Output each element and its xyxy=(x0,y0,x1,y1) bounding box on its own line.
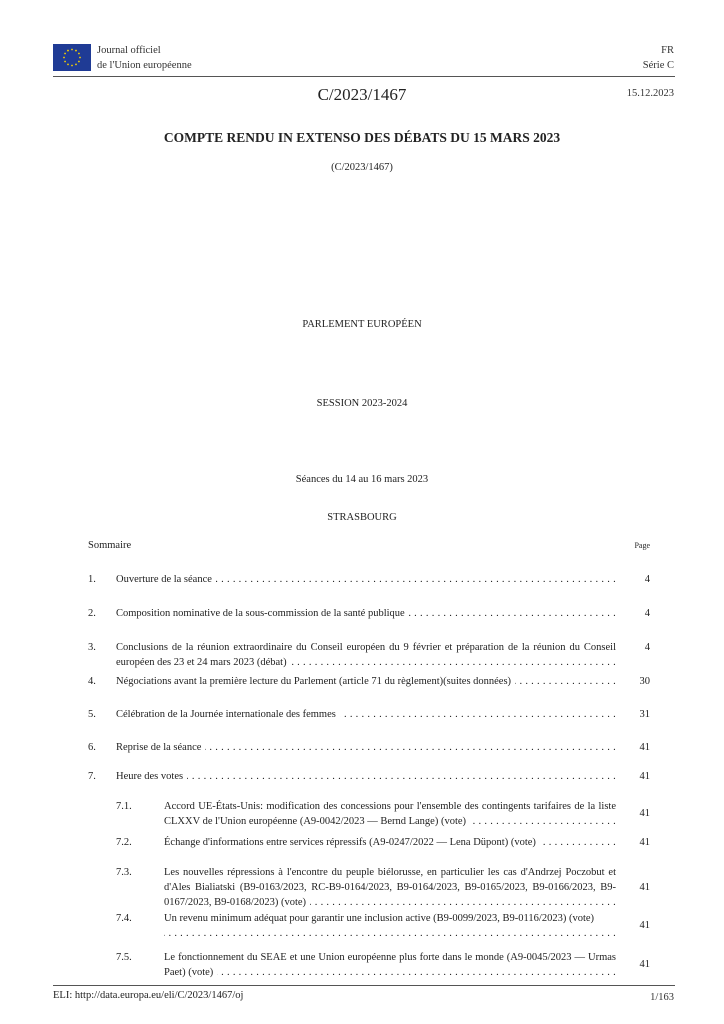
flag-star-icon xyxy=(64,61,66,63)
toc-entry-text: Échange d'informations entre services répressifs (A9-0247/2022 — Lena Düpont) (vote) xyxy=(164,837,540,848)
publication-date: 15.12.2023 xyxy=(626,88,674,99)
toc-entry-page: 41 xyxy=(639,742,650,753)
toc-entry-number: 2. xyxy=(88,608,96,619)
flag-star-icon xyxy=(75,50,77,52)
toc-heading: Sommaire xyxy=(88,540,132,551)
toc-entry-page: 4 xyxy=(644,574,650,585)
flag-star-icon xyxy=(63,57,65,59)
flag-star-icon xyxy=(75,64,77,66)
toc-entry-page: 30 xyxy=(639,676,650,687)
toc-entry-text: Accord UE-États-Unis: modification des concessions pour l'ensemble des contingents tarifaires de la liste CLXXV de l'Union européenne (A9-0042/2023 — Bernd Lange) (vote) xyxy=(164,801,616,827)
journal-name xyxy=(97,43,192,73)
toc-entry-number: 6. xyxy=(88,742,96,753)
place: STRASBOURG xyxy=(327,512,397,523)
toc-entry-text: Heure des votes xyxy=(116,771,187,782)
toc-entry-page: 41 xyxy=(639,959,650,970)
toc-entry-title[interactable] xyxy=(116,572,616,587)
page-column-heading: Page xyxy=(634,541,650,550)
eu-flag-logo xyxy=(53,44,91,71)
series: Série C xyxy=(642,60,674,71)
toc-entry-number: 5. xyxy=(88,709,96,720)
toc-entry-title[interactable] xyxy=(164,950,616,980)
flag-star-icon xyxy=(79,57,81,59)
toc-entry-title[interactable] xyxy=(164,911,616,941)
toc-entry-text: Le fonctionnement du SEAE et une Union européenne plus forte dans le monde (A9-0045/2023 — Urmas Paet) (vote) xyxy=(164,952,616,978)
flag-star-icon xyxy=(67,50,69,52)
eli-link[interactable]: ELI: http://data.europa.eu/eli/C/2023/1467/oj xyxy=(53,990,244,1001)
flag-star-icon xyxy=(71,65,73,67)
journal-line1: Journal officiel xyxy=(97,45,161,56)
toc-entry-text: Négociations avant la première lecture du Parlement (article 71 du règlement)(suites données) xyxy=(116,676,515,687)
toc-entry-text: Ouverture de la séance xyxy=(116,574,216,585)
toc-entry-text: Célébration de la Journée internationale des femmes xyxy=(116,709,340,720)
document-number: C/2023/1467 xyxy=(317,85,407,104)
flag-star-icon xyxy=(71,49,73,51)
toc-entry-title[interactable] xyxy=(116,606,616,621)
toc-entry-text: Un revenu minimum adéquat pour garantir une inclusion active (B9-0099/2023, B9-0116/2023) (vote) xyxy=(164,913,598,924)
toc-entry-number: 4. xyxy=(88,676,96,687)
language: FR xyxy=(661,45,674,56)
flag-star-icon xyxy=(64,53,66,55)
header-right xyxy=(643,43,674,73)
toc-entry-text: Les nouvelles répressions à l'encontre du peuple biélorusse, en particulier les cas d'Andrzej Poczobut et d'Ales Bialiatski (B9-0163/2023, RC-B9-0164/2023, B9-0164/2023, B9-0165/2023, B9-0166/2023, B9-0167/2023, B9-0168/2023) (vote) xyxy=(164,867,616,908)
session: SESSION 2023-2024 xyxy=(316,398,408,409)
toc-entry-title[interactable] xyxy=(116,674,616,689)
flag-star-icon xyxy=(67,64,69,66)
header-rule xyxy=(53,76,675,77)
toc-entry-page: 41 xyxy=(639,771,650,782)
table-of-contents xyxy=(88,538,648,988)
toc-entry-page: 31 xyxy=(639,709,650,720)
toc-entry-page: 4 xyxy=(644,608,650,619)
toc-entry-number: 7.2. xyxy=(116,837,132,848)
toc-entry-text: Composition nominative de la sous-commission de la santé publique xyxy=(116,608,409,619)
toc-entry-title[interactable] xyxy=(164,865,616,910)
toc-entry-number: 1. xyxy=(88,574,96,585)
toc-entry-number: 7.3. xyxy=(116,867,132,878)
toc-entry-text: Reprise de la séance xyxy=(116,742,205,753)
toc-entry-title[interactable] xyxy=(116,740,616,755)
toc-entry-title[interactable] xyxy=(164,835,616,850)
toc-entry-text: Conclusions de la réunion extraordinaire du Conseil européen du 9 février et préparation de la réunion du Conseil européen des 23 et 24 mars 2023 (débat) xyxy=(116,642,616,668)
toc-entry-page: 41 xyxy=(639,837,650,848)
sittings-dates: Séances du 14 au 16 mars 2023 xyxy=(295,474,429,485)
document-subtitle: (C/2023/1467) xyxy=(331,162,393,173)
journal-line2: de l'Union européenne xyxy=(97,60,192,71)
footer-rule xyxy=(53,985,675,986)
page-number: 1/163 xyxy=(650,992,674,1003)
toc-entry-page: 41 xyxy=(639,808,650,819)
flag-star-icon xyxy=(78,61,80,63)
flag-star-icon xyxy=(78,53,80,55)
toc-entry-page: 41 xyxy=(639,882,650,893)
institution: PARLEMENT EUROPÉEN xyxy=(302,319,422,330)
toc-entry-number: 7. xyxy=(88,771,96,782)
toc-entry-title[interactable] xyxy=(116,640,616,670)
toc-entry-number: 3. xyxy=(88,642,96,653)
toc-entry-title[interactable] xyxy=(116,707,616,722)
toc-entry-number: 7.4. xyxy=(116,913,132,924)
toc-entry-page: 4 xyxy=(644,642,650,653)
toc-entry-number: 7.1. xyxy=(116,801,132,812)
toc-entry-page: 41 xyxy=(639,920,650,931)
toc-entry-title[interactable] xyxy=(116,769,616,784)
toc-entry-title[interactable] xyxy=(164,799,616,829)
document-title: COMPTE RENDU IN EXTENSO DES DÉBATS DU 15 MARS 2023 xyxy=(163,130,561,145)
toc-entry-number: 7.5. xyxy=(116,952,132,963)
